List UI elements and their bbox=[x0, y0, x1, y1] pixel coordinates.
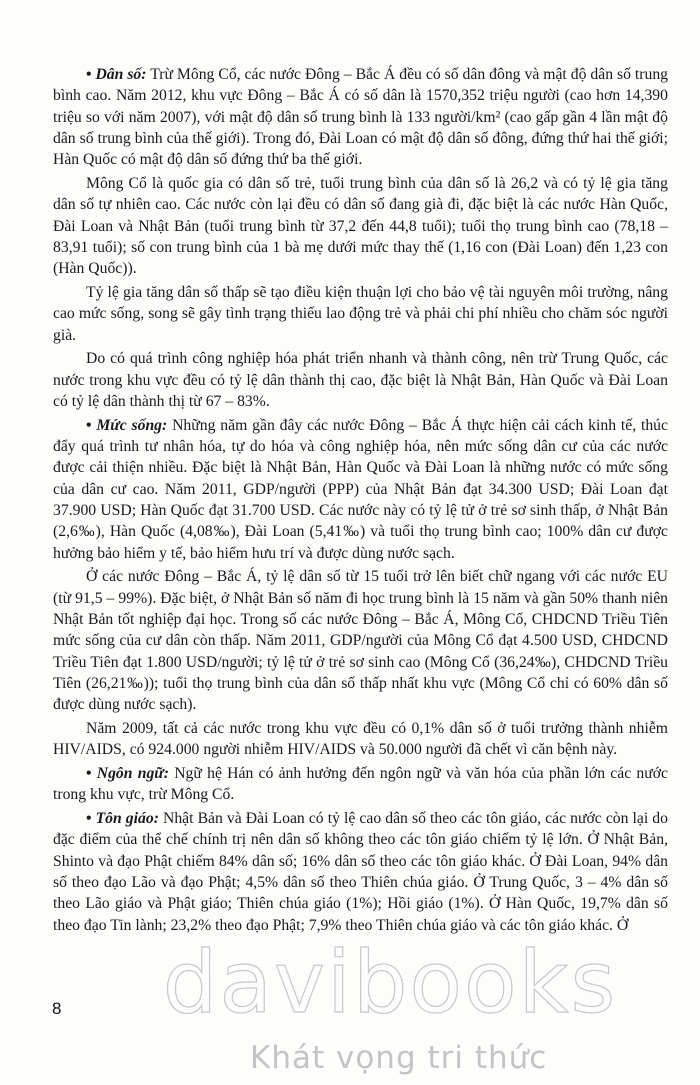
paragraph bbox=[53, 718, 668, 761]
section-term: Dân số: bbox=[95, 66, 147, 83]
section-term: Ngôn ngữ: bbox=[96, 765, 169, 782]
page-body bbox=[53, 64, 668, 938]
paragraph-text: Ở các nước Đông – Bắc Á, tỷ lệ dân số từ 15 tuổi trở lên biết chữ ngang với các nước EU (từ 91,5 – 99%). Đặc biệt, ở Nhật Bản số năm đi học trung bình là 15 năm và gần 50% thanh niên Nhật Bản tốt nghiệp đại học. Trong số các nước Đông – Bắc Á, Mông Cổ, CHDCND Triều Tiên mức sống của cư dân còn thấp. Năm 2011, GDP/người của Mông Cổ đạt 4.500 USD, CHDCND Triều Tiên đạt 1.800 USD/người; tỷ lệ tử ở trẻ sơ sinh cao (Mông Cổ (36,24‰), CHDCND Triều Tiên (26,21‰)); tuổi thọ trung bình của dân số thấp nhất khu vực (Mông Cổ chỉ có 60% dân số được dùng nước sạch). bbox=[53, 568, 668, 714]
paragraph-text: Ngữ hệ Hán có ảnh hưởng đến ngôn ngữ và văn hóa của phần lớn các nước trong khu vực, trừ Mông Cổ. bbox=[53, 765, 669, 804]
paragraph bbox=[53, 173, 668, 279]
paragraph bbox=[53, 348, 668, 412]
bullet-icon: • bbox=[86, 810, 92, 828]
paragraph-text: Mông Cổ là quốc gia có dân số trẻ, tuổi trung bình của dân số là 26,2 và có tỷ lệ gia tăng dân số tự nhiên cao. Các nước còn lại đều có dân số đang già đi, đặc biệt là các nước Hàn Quốc, Đài Loan và Nhật Bản (tuổi trung bình từ 37,2 đến 44,8 tuổi); tuổi thọ trung bình cao (78,18 – 83,91 tuổi); số con trung bình của 1 bà mẹ dưới mức thay thế (1,16 con (Đài Loan) đến 1,23 con (Hàn Quốc)). bbox=[53, 174, 668, 278]
paragraph-text: Trừ Mông Cổ, các nước Đông – Bắc Á đều có số dân đông và mật độ dân số trung bình cao. Năm 2012, khu vực Đông – Bắc Á có số dân là 1570,352 triệu người (cao hơn 14,390 triệu so với năm 2007), với mật độ dân số trung bình là 133 người/km² (cao gấp gần 4 lần mật độ dân số trung bình của thế giới). Trong đó, Đài Loan có mật độ dân số đông, đứng thứ hai thế giới; Hàn Quốc có mật độ dân số đứng thứ ba thế giới. bbox=[53, 66, 669, 169]
watermark-tagline: Khát vọng tri thức bbox=[250, 1040, 548, 1076]
watermark-logo: davibooks bbox=[162, 933, 618, 1033]
paragraph-ngon-ngu bbox=[53, 763, 668, 806]
page-number: 8 bbox=[52, 999, 62, 1018]
paragraph bbox=[53, 566, 668, 715]
paragraph-text: Những năm gần đây các nước Đông – Bắc Á thực hiện cải cách kinh tế, thúc đẩy quá trình tư nhân hóa, tự do hóa và công nghiệp hóa, nên mức sống dân cư của các nước được cải thiện nhiều. Đặc biệt là Nhật Bản, Hàn Quốc và Đài Loan là những nước có mức sống của dân cư cao. Năm 2011, GDP/người (PPP) của Nhật Bản đạt 34.300 USD; Đài Loan đạt 37.900 USD; Hàn Quốc đạt 31.700 USD. Các nước này có tỷ lệ tử ở trẻ sơ sinh thấp, ở Nhật Bản (2,6‰), Hàn Quốc (4,08‰), Đài Loan (5,41‰) và tuổi thọ trung bình cao; 100% dân cư được hưởng bảo hiểm y tế, bảo hiểm hưu trí và được dùng nước sạch. bbox=[53, 416, 668, 562]
section-term: Tôn giáo: bbox=[95, 810, 159, 828]
paragraph-text: Năm 2009, tất cả các nước trong khu vực đều có 0,1% dân số ở tuổi trưởng thành nhiễm HIV/AIDS, có 924.000 người nhiễm HIV/AIDS và 50.000 người đã chết vì căn bệnh này. bbox=[53, 719, 668, 759]
bullet-icon: • bbox=[86, 416, 92, 434]
paragraph-text: Tỷ lệ gia tăng dân số thấp sẽ tạo điều kiện thuận lợi cho bảo vệ tài nguyên môi trường, nâng cao mức sống, song sẽ gây tình trạng thiếu lao động trẻ và phải chi phí nhiều cho chăm sóc người già. bbox=[53, 283, 668, 344]
paragraph-text: Do có quá trình công nghiệp hóa phát triển nhanh và thành công, nên trừ Trung Quốc, các nước trong khu vực đều có tỷ lệ dân thành thị cao, đặc biệt là Nhật Bản, Hàn Quốc và Đài Loan có tỷ lệ dân thành thị từ 67 – 83%. bbox=[53, 350, 668, 410]
paragraph-ton-giao bbox=[53, 808, 668, 936]
paragraph-muc-song bbox=[53, 415, 668, 564]
bullet-icon: • bbox=[86, 765, 92, 782]
paragraph-dan-so bbox=[53, 64, 668, 170]
section-term: Mức sống: bbox=[96, 416, 168, 434]
paragraph-text: Nhật Bản và Đài Loan có tỷ lệ cao dân số theo các tôn giáo, các nước còn lại do đặc điểm của thể chế chính trị nên dân số không theo các tôn giáo chiếm tỷ lệ lớn. Ở Nhật Bản, Shinto và đạo Phật chiếm 84% dân số; 16% dân số theo các tôn giáo khác. Ở Đài Loan, 94% dân số theo đạo Lão và đạo Phật; 4,5% dân số theo Thiên chúa giáo. Ở Trung Quốc, 3 – 4% dân số theo Lão giáo và Phật giáo; Thiên chúa giáo (1%); Hồi giáo (1%). Ở Hàn Quốc, 19,7% dân số theo đạo Tin lành; 23,2% theo đạo Phật; 7,9% theo Thiên chúa giáo và các tôn giáo khác. Ở bbox=[53, 810, 668, 934]
paragraph bbox=[53, 282, 668, 346]
bullet-icon: • bbox=[86, 66, 92, 83]
